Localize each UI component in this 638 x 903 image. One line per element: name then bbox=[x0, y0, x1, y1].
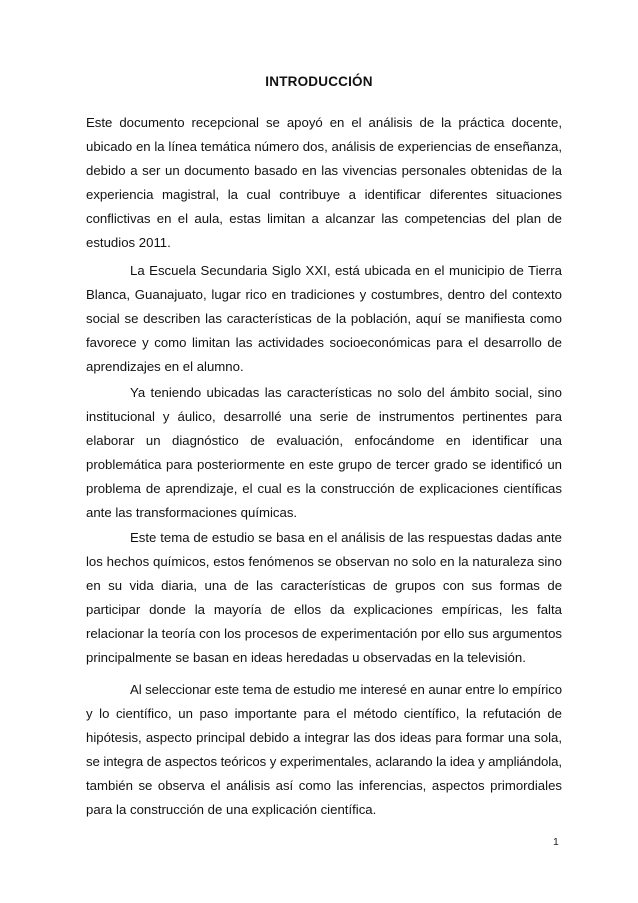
paragraph-line: favorece y como limitan las actividades socioeconómicas para el desarrollo de bbox=[86, 335, 562, 350]
paragraph-line: los hechos químicos, estos fenómenos se observan no solo en la naturaleza sino bbox=[86, 554, 562, 569]
paragraph-1 bbox=[86, 111, 562, 255]
paragraph-3 bbox=[86, 381, 562, 525]
paragraph-line: relacionar la teoría con los procesos de experimentación por ello sus argumentos bbox=[86, 626, 562, 641]
paragraph-2 bbox=[86, 259, 562, 379]
paragraph-line: Al seleccionar este tema de estudio me interesé en aunar entre lo empírico bbox=[130, 682, 562, 697]
paragraph-line: problemática para posteriormente en este grupo de tercer grado se identificó un bbox=[86, 457, 562, 472]
paragraph-line: ubicado en la línea temática número dos, análisis de experiencias de enseñanza, bbox=[86, 139, 563, 154]
paragraph-line: en su vida diaria, una de las características de grupos con sus formas de bbox=[86, 578, 563, 593]
paragraph-line: participar donde la mayoría de ellos da explicaciones empíricas, les falta bbox=[86, 602, 562, 617]
paragraph-line: estudios 2011. bbox=[86, 235, 171, 250]
paragraph-4 bbox=[86, 526, 562, 670]
page-number: 1 bbox=[553, 836, 559, 848]
paragraph-line: institucional y áulico, desarrollé una serie de instrumentos pertinentes para bbox=[86, 409, 562, 424]
paragraph-line: social se describen las características de la población, aquí se manifiesta como bbox=[86, 311, 562, 326]
paragraph-line: Este tema de estudio se basa en el análisis de las respuestas dadas ante bbox=[130, 530, 562, 545]
paragraph-line: Este documento recepcional se apoyó en el análisis de la práctica docente, bbox=[86, 115, 563, 130]
paragraph-line: y lo científico, un paso importante para el método científico, la refutación de bbox=[86, 706, 562, 721]
paragraph-line: se integra de aspectos teóricos y experimentales, aclarando la idea y ampliándola, bbox=[86, 754, 562, 769]
paragraph-line: conflictivas en el aula, estas limitan a alcanzar las competencias del plan de bbox=[86, 211, 563, 226]
paragraph-line: experiencia magistral, la cual contribuye a identificar diferentes situaciones bbox=[86, 187, 563, 202]
paragraph-line: principalmente se basan en ideas heredadas u observadas en la televisión. bbox=[86, 650, 526, 665]
paragraph-line: para la construcción de una explicación científica. bbox=[86, 802, 377, 817]
paragraph-line: aprendizajes en el alumno. bbox=[86, 359, 244, 374]
paragraph-line: elaborar un diagnóstico de evaluación, enfocándome en identificar una bbox=[86, 433, 562, 448]
paragraph-line: debido a ser un documento basado en las vivencias personales obtenidas de la bbox=[86, 163, 562, 178]
paragraph-line: La Escuela Secundaria Siglo XXI, está ubicada en el municipio de Tierra bbox=[130, 263, 563, 278]
paragraph-line: Blanca, Guanajuato, lugar rico en tradiciones y costumbres, dentro del contexto bbox=[86, 287, 562, 302]
page-title: INTRODUCCIÓN bbox=[265, 74, 373, 89]
paragraph-line: hipótesis, aspecto principal debido a integrar las dos ideas para formar una sola, bbox=[86, 730, 563, 745]
paragraph-line: ante las transformaciones químicas. bbox=[86, 505, 298, 520]
paragraph-line: también se observa el análisis así como las inferencias, aspectos primordiales bbox=[86, 778, 562, 793]
paragraph-line: problema de aprendizaje, el cual es la construcción de explicaciones científicas bbox=[86, 481, 562, 496]
paragraph-5 bbox=[86, 678, 562, 822]
paragraph-line: Ya teniendo ubicadas las características no solo del ámbito social, sino bbox=[130, 385, 562, 400]
